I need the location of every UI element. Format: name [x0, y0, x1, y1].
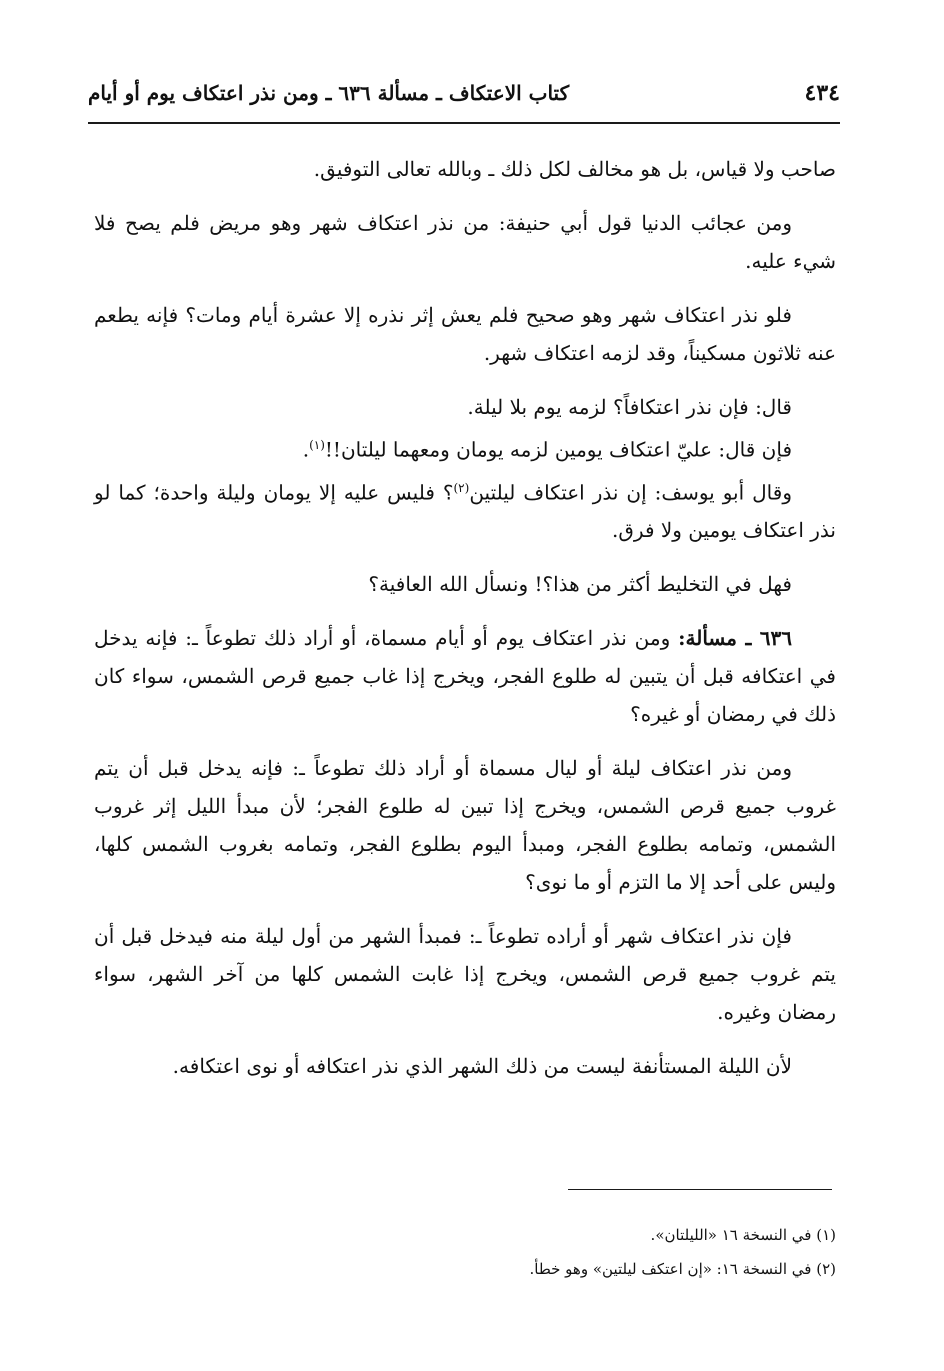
- footnote-ref-1: (١): [309, 438, 325, 452]
- paragraph-5-end: .: [302, 437, 310, 462]
- footnote-1: (١) في النسخة ١٦ «الليلتان».: [650, 1226, 836, 1244]
- paragraph-6: [94, 469, 836, 550]
- issue-label: ٦٣٦ ـ مسألة:: [678, 626, 793, 651]
- footnotes: [94, 1218, 836, 1286]
- paragraph-11: لأن الليلة المستأنفة ليست من ذلك الشهر الذي نذر اعتكافه أو نوى اعتكافه.: [172, 1054, 792, 1079]
- page-number: ٤٣٤: [804, 80, 840, 106]
- paragraph-1: صاحب ولا قياس، بل هو مخالف لكل ذلك ـ وبالله تعالى التوفيق.: [313, 157, 836, 181]
- paragraph-8: [94, 619, 836, 733]
- footnote-2: (٢) في النسخة ١٦: «إن اعتكف ليلتين» وهو خطأ.: [529, 1260, 836, 1278]
- paragraph-3: فلو نذر اعتكاف شهر وهو صحيح فلم يعش إثر نذره إلا عشرة أيام ومات؟ فإنه يطعم عنه ثلاثون مسكيناً، وقد لزمه اعتكاف شهر.: [94, 303, 836, 365]
- paragraph-2: ومن عجائب الدنيا قول أبي حنيفة: من نذر اعتكاف شهر وهو مريض فلم يصح فلا شيء عليه.: [94, 211, 836, 273]
- paragraph-6-text-b: ؟ فليس عليه إلا يومان وليلة واحدة؛ كما لو نذر اعتكاف يومين ولا فرق.: [94, 480, 836, 543]
- main-text: [94, 150, 836, 1101]
- paragraph-6-text-a: وقال أبو يوسف: إن نذر اعتكاف ليلتين: [469, 480, 792, 505]
- paragraph-9: ومن نذر اعتكاف ليلة أو ليال مسماة أو أراد ذلك تطوعاً ـ: فإنه يدخل قبل أن يتم غروب جميع قرص الشمس، ويخرج إذا تبين له طلوع الفجر؛ لأن مبدأ الليل إثر غروب الشمس، وتمامه بطلوع الفجر، ومبدأ اليوم بطلوع الفجر، وتمامه بغروب الشمس كلها، وليس على أحد إلا ما التزم أو ما نوى؟: [94, 756, 836, 895]
- paragraph-5-text: فإن قال: عليّ اعتكاف يومين لزمه يومان ومعهما ليلتان!!: [324, 437, 792, 462]
- running-title: كتاب الاعتكاف ـ مسألة ٦٣٦ ـ ومن نذر اعتكاف يوم أو أيام: [88, 81, 570, 105]
- paragraph-8-text: ومن نذر اعتكاف يوم أو أيام مسماة، أو أراد ذلك تطوعاً ـ: فإنه يدخل في اعتكافه قبل أن يتبين له طلوع الفجر، ويخرج إذا غاب جميع قرص الشمس، سواء كان ذلك في رمضان أو غيره؟: [94, 626, 836, 727]
- paragraph-7: فهل في التخليط أكثر من هذا؟! ونسأل الله العافية؟: [368, 572, 792, 597]
- paragraph-5: [94, 426, 836, 469]
- paragraph-4: قال: فإن نذر اعتكافاً؟ لزمه يوم بلا ليلة.: [467, 395, 792, 419]
- footnote-divider: [568, 1189, 832, 1190]
- paragraph-10: فإن نذر اعتكاف شهر أو أراده تطوعاً ـ: فمبدأ الشهر من أول ليلة منه فيدخل قبل أن يتم غروب جميع قرص الشمس، ويخرج إذا غابت الشمس كلها من آخر الشهر، سواء رمضان وغيره.: [94, 924, 837, 1025]
- running-header: [88, 64, 840, 124]
- footnote-ref-2: (٢): [453, 480, 470, 495]
